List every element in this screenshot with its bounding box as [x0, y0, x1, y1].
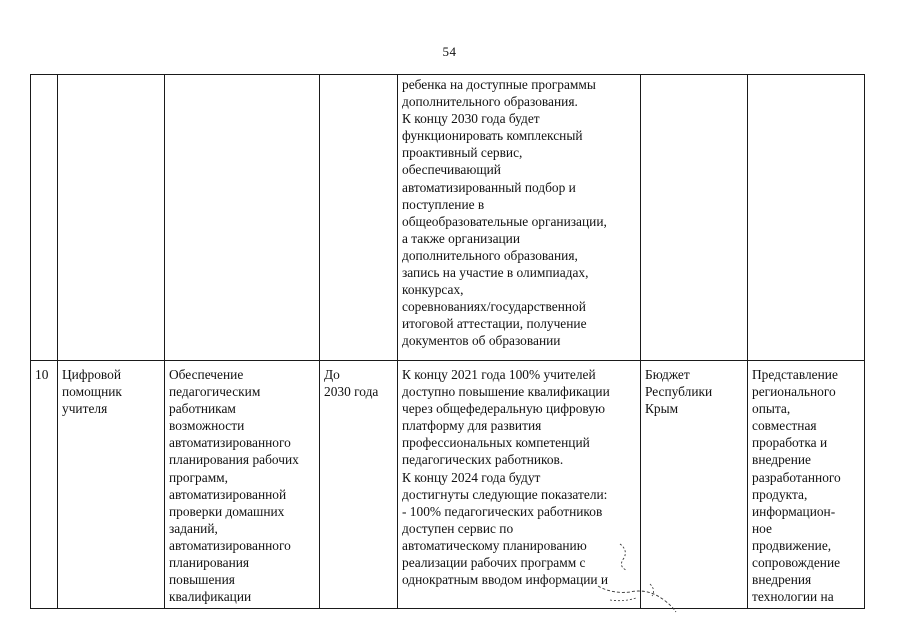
name-cell: Цифровой помощник учителя: [58, 361, 165, 609]
funding-cell: [641, 75, 748, 361]
row-number-cell: 10: [31, 361, 58, 609]
results-cell: ребенка на доступные программы дополнительного образования. К концу 2030 года будет функционировать комплексный проактивный сервис, обеспечивающий автоматизированный подбор и поступление в общеобразовательные организации, а также организации дополнительного образования, запись на участие в олимпиадах, конкурсах, соревнованиях/государственной итоговой аттестации, получение документов об образовании: [398, 75, 641, 361]
page-number: 54: [442, 44, 457, 59]
purpose-cell: [165, 75, 320, 361]
participation-cell: Представление регионального опыта, совместная проработка и внедрение разработанного продукта, информацион- ное продвижение, сопровождение внедрения технологии на: [748, 361, 865, 609]
results-cell: К концу 2021 года 100% учителей доступно повышение квалификации через общефедеральную цифровую платформу для развития профессиональных компетенций педагогических работников. К концу 2024 года будут достигнуты следующие показатели: - 100% педагогических работников доступен сервис по автоматическому планированию реализации рабочих программ с однократным вводом информации и: [398, 361, 641, 609]
deadline-cell: [320, 75, 398, 361]
table-row-continued: [31, 75, 865, 361]
row-number-cell: [31, 75, 58, 361]
deadline-cell: До 2030 года: [320, 361, 398, 609]
purpose-cell: Обеспечение педагогическим работникам возможности автоматизированного планирования рабочих программ, автоматизированной проверки домашних заданий, автоматизированного планирования повышения квалификации: [165, 361, 320, 609]
table-row-10: [31, 361, 865, 609]
document-table: [30, 74, 865, 609]
participation-cell: [748, 75, 865, 361]
funding-cell: Бюджет Республики Крым: [641, 361, 748, 609]
name-cell: [58, 75, 165, 361]
